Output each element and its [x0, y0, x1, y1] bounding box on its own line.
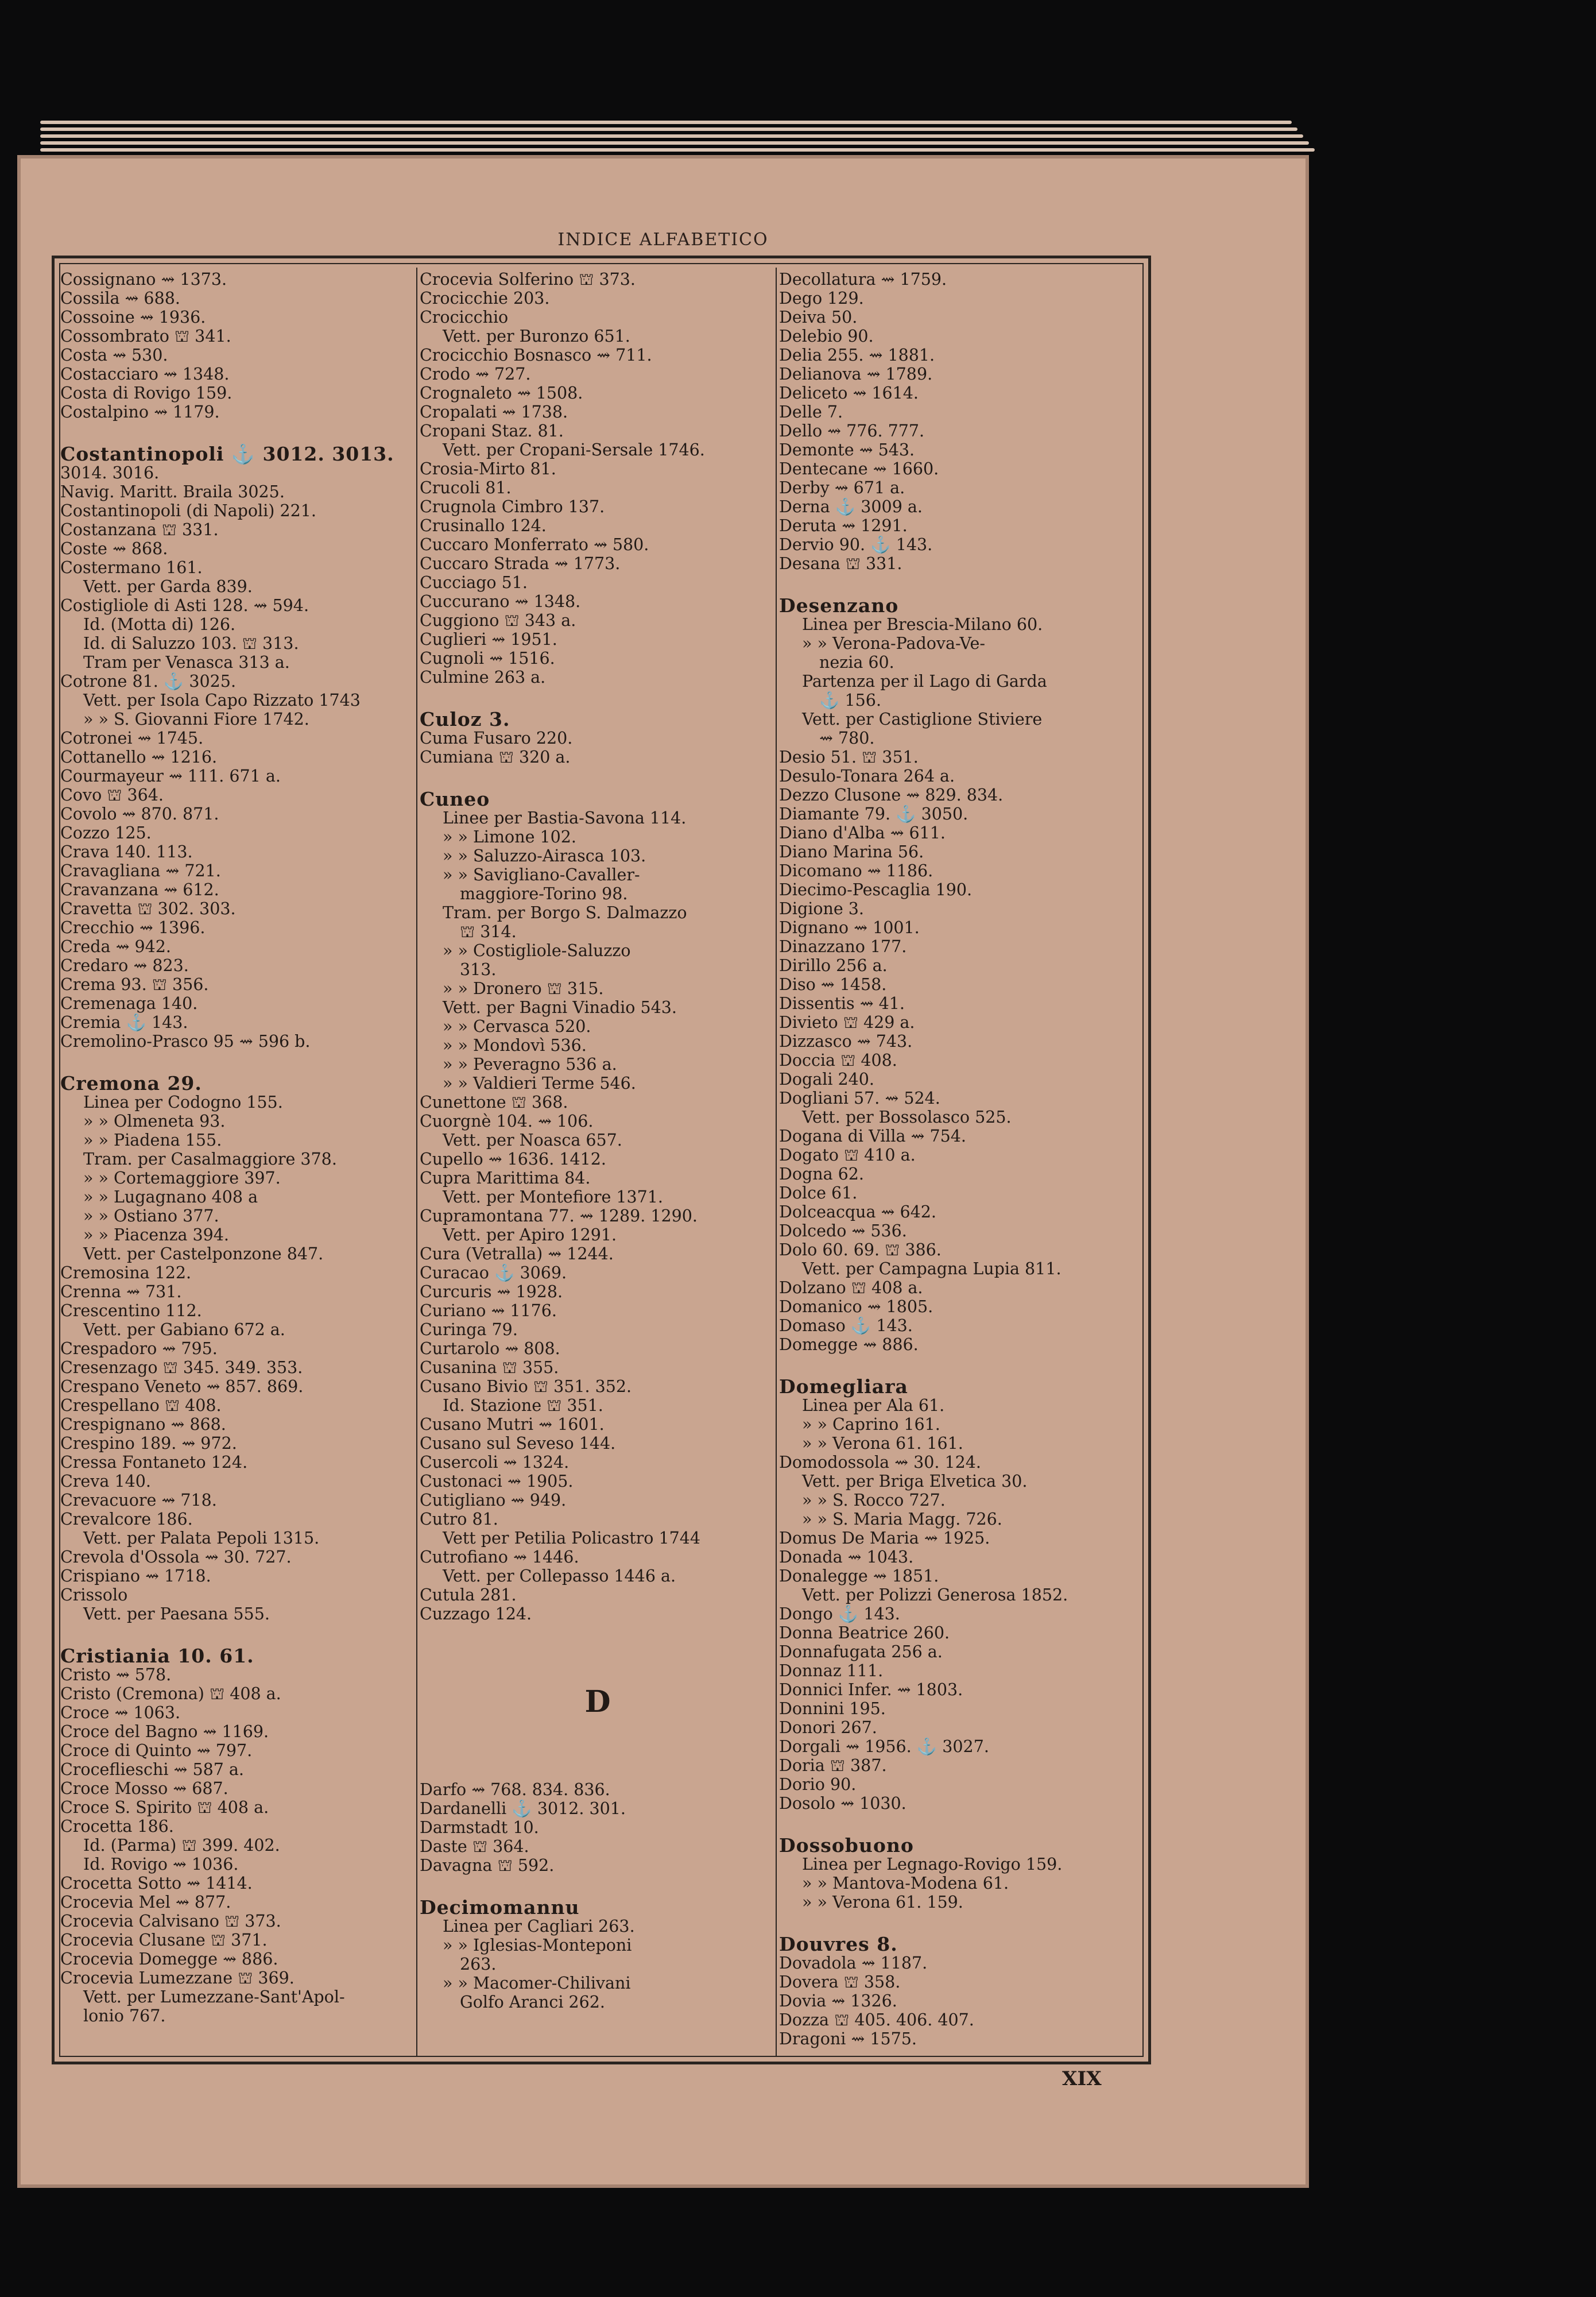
index-entry: Domanico ⇝ 1805.: [779, 1297, 933, 1316]
index-entry: Crocicchio Bosnasco ⇝ 711.: [420, 346, 652, 365]
index-entry: Dogali 240.: [779, 1070, 874, 1089]
index-entry: Cuorgnè 104. ⇝ 106.: [420, 1112, 594, 1131]
index-entry: Crodo ⇝ 727.: [420, 365, 531, 384]
index-entry: Crevalcore 186.: [60, 1510, 193, 1529]
index-entry: Crugnola Cimbro 137.: [420, 497, 605, 516]
index-heading: Decimomannu: [420, 1896, 580, 1919]
index-entry: Diano d'Alba ⇝ 611.: [779, 823, 946, 842]
index-entry: Cuglieri ⇝ 1951.: [420, 630, 557, 649]
index-entry: Darfo ⇝ 768. 834. 836.: [420, 1780, 610, 1799]
index-entry: Deiva 50.: [779, 308, 858, 327]
index-entry: Costa di Rovigo 159.: [60, 384, 233, 403]
index-entry: Crocetta Sotto ⇝ 1414.: [60, 1874, 253, 1893]
index-entry: Crespadoro ⇝ 795.: [60, 1339, 218, 1358]
index-entry: Cuccurano ⇝ 1348.: [420, 592, 581, 611]
index-entry: Cuggiono ⛫ 343 a.: [420, 611, 576, 630]
index-entry: Vett. per Garda 839.: [83, 577, 253, 596]
index-entry: Cremolino-Prasco 95 ⇝ 596 b.: [60, 1032, 311, 1051]
index-entry: Cupramontana 77. ⇝ 1289. 1290.: [420, 1206, 698, 1225]
index-entry: Domodossola ⇝ 30. 124.: [779, 1453, 981, 1472]
index-column-3: [779, 270, 1135, 2048]
index-entry: Costigliole di Asti 128. ⇝ 594.: [60, 596, 309, 615]
index-entry: Linea per Ala 61.: [802, 1396, 945, 1415]
index-entry: Cura (Vetralla) ⇝ 1244.: [420, 1244, 614, 1263]
index-entry: Cutro 81.: [420, 1510, 498, 1529]
index-entry: Costa ⇝ 530.: [60, 346, 168, 365]
index-entry: Dovia ⇝ 1326.: [779, 1991, 897, 2010]
index-entry: » » Valdieri Terme 546.: [443, 1074, 636, 1093]
index-entry: » » Ostiano 377.: [83, 1206, 219, 1225]
index-entry: » » Caprino 161.: [802, 1415, 940, 1434]
index-entry: Deliceto ⇝ 1614.: [779, 384, 919, 403]
index-entry: Cravetta ⛫ 302. 303.: [60, 899, 236, 918]
index-entry: Linea per Brescia-Milano 60.: [802, 615, 1043, 634]
index-entry: Dogana di Villa ⇝ 754.: [779, 1127, 966, 1146]
index-entry: Costacciaro ⇝ 1348.: [60, 365, 230, 384]
index-entry: Dragoni ⇝ 1575.: [779, 2029, 917, 2048]
index-frame: [52, 256, 1151, 2064]
index-entry: Culmine 263 a.: [420, 668, 546, 687]
index-entry: » » Piacenza 394.: [83, 1225, 229, 1244]
index-entry: Desulo-Tonara 264 a.: [779, 767, 955, 786]
index-entry: Curiano ⇝ 1176.: [420, 1301, 557, 1320]
index-entry: Linea per Codogno 155.: [83, 1093, 283, 1112]
index-entry: Crespano Veneto ⇝ 857. 869.: [60, 1377, 304, 1396]
index-entry: Crosia-Mirto 81.: [420, 459, 556, 478]
index-entry: Donada ⇝ 1043.: [779, 1548, 914, 1567]
index-entry: Crava 140. 113.: [60, 842, 193, 861]
index-entry: Crocevia Calvisano ⛫ 373.: [60, 1912, 281, 1931]
index-entry: Dardanelli ⚓ 3012. 301.: [420, 1799, 626, 1818]
index-entry: » » Piadena 155.: [83, 1131, 222, 1150]
index-entry: Dogliani 57. ⇝ 524.: [779, 1089, 940, 1108]
index-entry: Dosolo ⇝ 1030.: [779, 1794, 907, 1813]
index-entry: » » Dronero ⛫ 315.: [443, 979, 604, 998]
index-entry: Vett. per Paesana 555.: [83, 1604, 270, 1623]
index-column-1: [60, 270, 416, 2025]
index-entry: Id. Stazione ⛫ 351.: [443, 1396, 603, 1415]
index-entry: Delianova ⇝ 1789.: [779, 365, 933, 384]
index-entry: Domaso ⚓ 143.: [779, 1316, 913, 1335]
index-entry: 3014. 3016.: [60, 463, 160, 482]
spacer: [60, 1623, 416, 1631]
index-entry: Cremosina 122.: [60, 1263, 192, 1282]
index-entry: Croce S. Spirito ⛫ 408 a.: [60, 1798, 269, 1817]
index-entry: Derby ⇝ 671 a.: [779, 478, 905, 497]
index-heading: Costantinopoli ⚓ 3012. 3013.: [60, 443, 394, 465]
index-entry: » » S. Maria Magg. 726.: [802, 1510, 1002, 1529]
index-entry: » » Saluzzo-Airasca 103.: [443, 846, 646, 865]
index-entry: » » S. Rocco 727.: [802, 1491, 946, 1510]
index-entry: Cristo (Cremona) ⛫ 408 a.: [60, 1684, 281, 1703]
index-entry: Daste ⛫ 364.: [420, 1837, 529, 1856]
index-entry: Crecchio ⇝ 1396.: [60, 918, 206, 937]
index-entry: Desana ⛫ 331.: [779, 554, 902, 573]
index-entry: Vett. per Gabiano 672 a.: [83, 1320, 285, 1339]
index-entry: ⛫ 314.: [460, 922, 517, 941]
index-entry: Id. (Parma) ⛫ 399. 402.: [83, 1836, 280, 1855]
spacer: [60, 421, 416, 430]
index-entry: 313.: [460, 960, 497, 979]
index-entry: Croce Mosso ⇝ 687.: [60, 1779, 228, 1798]
index-heading: Culoz 3.: [420, 708, 510, 730]
page-stack-edge: [40, 121, 1292, 124]
index-entry: Donnici Infer. ⇝ 1803.: [779, 1680, 963, 1699]
section-letter: D: [584, 1684, 611, 1719]
index-entry: Dissentis ⇝ 41.: [779, 994, 905, 1013]
index-entry: Dolzano ⛫ 408 a.: [779, 1278, 923, 1297]
index-entry: » » Verona 61. 161.: [802, 1434, 963, 1453]
index-entry: Donnafugata 256 a.: [779, 1642, 943, 1661]
index-entry: Covolo ⇝ 870. 871.: [60, 805, 219, 823]
index-entry: Linea per Legnago-Rovigo 159.: [802, 1855, 1063, 1874]
index-entry: Divieto ⛫ 429 a.: [779, 1013, 915, 1032]
index-entry: Crusinallo 124.: [420, 516, 547, 535]
index-entry: Diamante 79. ⚓ 3050.: [779, 805, 969, 823]
index-entry: Dezzo Clusone ⇝ 829. 834.: [779, 786, 1004, 805]
index-entry: Dinazzano 177.: [779, 937, 907, 956]
index-entry: Vett. per Lumezzane-Sant'Apol-: [83, 1987, 345, 2006]
index-entry: Darmstadt 10.: [420, 1818, 539, 1837]
index-entry: » » Limone 102.: [443, 827, 576, 846]
index-entry: » » Costigliole-Saluzzo: [443, 941, 631, 960]
index-entry: Doria ⛫ 387.: [779, 1756, 887, 1775]
index-entry: Dentecane ⇝ 1660.: [779, 459, 939, 478]
index-entry: Cottanello ⇝ 1216.: [60, 748, 218, 767]
index-entry: Cravagliana ⇝ 721.: [60, 861, 221, 880]
index-entry: Cunettone ⛫ 368.: [420, 1093, 568, 1112]
index-entry: Vett. per Castelponzone 847.: [83, 1244, 324, 1263]
index-entry: Cutula 281.: [420, 1586, 517, 1604]
index-entry: Dongo ⚓ 143.: [779, 1604, 900, 1623]
index-entry: Cugnoli ⇝ 1516.: [420, 649, 555, 668]
index-entry: » » Mantova-Modena 61.: [802, 1874, 1009, 1893]
index-entry: Cupello ⇝ 1636. 1412.: [420, 1150, 606, 1169]
index-entry: Id. Rovigo ⇝ 1036.: [83, 1855, 239, 1874]
index-entry: Cresenzago ⛫ 345. 349. 353.: [60, 1358, 303, 1377]
index-entry: » » Verona-Padova-Ve-: [802, 634, 985, 653]
index-entry: Crevacuore ⇝ 718.: [60, 1491, 217, 1510]
index-entry: Delebio 90.: [779, 327, 874, 346]
index-entry: Crognaleto ⇝ 1508.: [420, 384, 583, 403]
index-entry: Vett. per Castiglione Stiviere: [802, 710, 1043, 729]
page-stack-edge: [40, 134, 1303, 138]
index-entry: Vett. per Montefiore 1371.: [443, 1188, 663, 1206]
page-header: INDICE ALFABETICO: [557, 230, 769, 250]
index-entry: Dicomano ⇝ 1186.: [779, 861, 933, 880]
index-entry: Coste ⇝ 868.: [60, 539, 168, 558]
index-entry: Dolce 61.: [779, 1184, 858, 1202]
index-entry: Cressa Fontaneto 124.: [60, 1453, 248, 1472]
index-entry: Croce del Bagno ⇝ 1169.: [60, 1722, 269, 1741]
index-entry: Dogna 62.: [779, 1165, 864, 1184]
index-entry: » » Olmeneta 93.: [83, 1112, 226, 1131]
index-entry: Donna Beatrice 260.: [779, 1623, 950, 1642]
index-entry: Vett. per Bossolasco 525.: [802, 1108, 1012, 1127]
index-entry: Cutigliano ⇝ 949.: [420, 1491, 567, 1510]
index-entry: » » Macomer-Chilivani: [443, 1974, 631, 1993]
index-entry: Cremia ⚓ 143.: [60, 1013, 188, 1032]
index-entry: » » Lugagnano 408 a: [83, 1188, 258, 1206]
index-entry: Dolceacqua ⇝ 642.: [779, 1202, 936, 1221]
spacer: [779, 1813, 1135, 1821]
index-entry: Curinga 79.: [420, 1320, 518, 1339]
index-entry: Donnini 195.: [779, 1699, 886, 1718]
spacer: [779, 573, 1135, 581]
index-entry: Dorio 90.: [779, 1775, 857, 1794]
index-entry: Cossombrato ⛫ 341.: [60, 327, 231, 346]
index-entry: Crevola d'Ossola ⇝ 30. 727.: [60, 1548, 292, 1567]
index-entry: Desio 51. ⛫ 351.: [779, 748, 919, 767]
index-entry: Cumiana ⛫ 320 a.: [420, 748, 571, 767]
index-entry: Credaro ⇝ 823.: [60, 956, 189, 975]
page-number: XIX: [1062, 2067, 1102, 2090]
index-entry: Cusano Bivio ⛫ 351. 352.: [420, 1377, 632, 1396]
index-entry: Crocicchie 203.: [420, 289, 550, 308]
index-heading: Desenzano: [779, 594, 899, 617]
index-entry: Dervio 90. ⚓ 143.: [779, 535, 933, 554]
index-entry: Crema 93. ⛫ 356.: [60, 975, 209, 994]
index-entry: Dorgali ⇝ 1956. ⚓ 3027.: [779, 1737, 989, 1756]
index-entry: Crocevia Lumezzane ⛫ 369.: [60, 1969, 295, 1987]
index-entry: Creda ⇝ 942.: [60, 937, 171, 956]
index-entry: Custonaci ⇝ 1905.: [420, 1472, 574, 1491]
spacer: [420, 767, 776, 775]
page-stack-edge: [40, 148, 1315, 152]
index-entry: Id. di Saluzzo 103. ⛫ 313.: [83, 634, 299, 653]
index-entry: Vett per Petilia Policastro 1744: [443, 1529, 701, 1548]
page-stack-edge: [40, 141, 1309, 145]
spacer: [420, 687, 776, 695]
index-entry: maggiore-Torino 98.: [460, 884, 628, 903]
index-entry: Cuma Fusaro 220.: [420, 729, 573, 748]
index-heading: Domegliara: [779, 1375, 908, 1398]
index-entry: Demonte ⇝ 543.: [779, 440, 915, 459]
index-entry: Cutrofiano ⇝ 1446.: [420, 1548, 579, 1567]
index-entry: Crocicchio: [420, 308, 509, 327]
index-entry: Diecimo-Pescaglia 190.: [779, 880, 973, 899]
index-entry: Crocevia Mel ⇝ 877.: [60, 1893, 231, 1912]
index-heading: Cremona 29.: [60, 1072, 202, 1095]
index-heading: Dossobuono: [779, 1834, 914, 1857]
spacer: [420, 1875, 776, 1883]
index-heading: Cristiania 10. 61.: [60, 1645, 254, 1667]
index-entry: Creva 140.: [60, 1472, 151, 1491]
index-entry: Curacao ⚓ 3069.: [420, 1263, 567, 1282]
index-entry: » » S. Giovanni Fiore 1742.: [83, 710, 309, 729]
index-entry: Cusanina ⛫ 355.: [420, 1358, 559, 1377]
book-page: [17, 155, 1309, 2188]
index-entry: Dozza ⛫ 405. 406. 407.: [779, 2010, 974, 2029]
column-rule: [776, 268, 777, 2057]
index-entry: Cusano Mutri ⇝ 1601.: [420, 1415, 605, 1434]
index-entry: Dogato ⛫ 410 a.: [779, 1146, 916, 1165]
index-entry: Courmayeur ⇝ 111. 671 a.: [60, 767, 281, 786]
index-entry: Doccia ⛫ 408.: [779, 1051, 897, 1070]
index-entry: Dirillo 256 a.: [779, 956, 888, 975]
index-entry: Cuccaro Monferrato ⇝ 580.: [420, 535, 649, 554]
index-heading: Douvres 8.: [779, 1933, 898, 1955]
index-entry: Cossoine ⇝ 1936.: [60, 308, 206, 327]
spacer: [60, 1051, 416, 1059]
index-entry: Croce ⇝ 1063.: [60, 1703, 181, 1722]
index-entry: Donnaz 111.: [779, 1661, 884, 1680]
index-entry: » » Iglesias-Monteponi: [443, 1936, 632, 1955]
index-entry: Vett. per Bagni Vinadio 543.: [443, 998, 677, 1017]
index-entry: Dovadola ⇝ 1187.: [779, 1954, 928, 1973]
index-entry: Crespignano ⇝ 868.: [60, 1415, 226, 1434]
index-entry: Vett. per Noasca 657.: [443, 1131, 622, 1150]
index-entry: Dolcedo ⇝ 536.: [779, 1221, 907, 1240]
index-entry: » » Verona 61. 159.: [802, 1893, 963, 1912]
index-column-2: [420, 270, 776, 2012]
index-entry: Vett. per Apiro 1291.: [443, 1225, 617, 1244]
index-entry: nezia 60.: [819, 653, 894, 672]
index-entry: Crescentino 112.: [60, 1301, 202, 1320]
index-entry: Diso ⇝ 1458.: [779, 975, 887, 994]
index-entry: Vett. per Cropani-Sersale 1746.: [443, 440, 705, 459]
index-entry: Deruta ⇝ 1291.: [779, 516, 908, 535]
index-entry: Croceflieschi ⇝ 587 a.: [60, 1760, 244, 1779]
index-entry: » » Cortemaggiore 397.: [83, 1169, 281, 1188]
index-entry: Covo ⛫ 364.: [60, 786, 164, 805]
index-entry: Domus De Maria ⇝ 1925.: [779, 1529, 990, 1548]
page-stack-edge: [40, 127, 1297, 131]
index-entry: Decollatura ⇝ 1759.: [779, 270, 947, 289]
index-entry: Cremenaga 140.: [60, 994, 198, 1013]
index-entry: Crocevia Solferino ⛫ 373.: [420, 270, 636, 289]
index-entry: Cossignano ⇝ 1373.: [60, 270, 227, 289]
index-entry: Crocevia Clusane ⛫ 371.: [60, 1931, 268, 1950]
index-entry: Cusercoli ⇝ 1324.: [420, 1453, 570, 1472]
index-entry: Dovera ⛫ 358.: [779, 1973, 901, 1991]
index-entry: » » Peveragno 536 a.: [443, 1055, 617, 1074]
index-entry: Costanzana ⛫ 331.: [60, 520, 219, 539]
index-entry: Delle 7.: [779, 403, 843, 421]
spacer: [779, 1912, 1135, 1920]
spacer: [779, 1354, 1135, 1362]
index-entry: » » Mondovì 536.: [443, 1036, 587, 1055]
index-entry: Tram per Venasca 313 a.: [83, 653, 290, 672]
index-entry: Crispiano ⇝ 1718.: [60, 1567, 211, 1586]
index-entry: Crucoli 81.: [420, 478, 512, 497]
index-entry: » » Savigliano-Cavaller-: [443, 865, 640, 884]
index-entry: Cuccaro Strada ⇝ 1773.: [420, 554, 621, 573]
index-entry: Cotrone 81. ⚓ 3025.: [60, 672, 236, 691]
index-entry: Dignano ⇝ 1001.: [779, 918, 920, 937]
index-entry: Cropani Staz. 81.: [420, 421, 564, 440]
index-entry: Dello ⇝ 776. 777.: [779, 421, 925, 440]
index-entry: Curcuris ⇝ 1928.: [420, 1282, 563, 1301]
index-heading: Cuneo: [420, 788, 490, 810]
index-entry: Davagna ⛫ 592.: [420, 1856, 555, 1875]
index-entry: Tram. per Borgo S. Dalmazzo: [443, 903, 687, 922]
index-entry: ⚓ 156.: [819, 691, 882, 710]
index-entry: lonio 767.: [83, 2006, 166, 2025]
index-entry: Derna ⚓ 3009 a.: [779, 497, 923, 516]
index-entry: Vett. per Palata Pepoli 1315.: [83, 1529, 320, 1548]
index-entry: Donalegge ⇝ 1851.: [779, 1567, 939, 1586]
index-entry: Cropalati ⇝ 1738.: [420, 403, 568, 421]
index-entry: Cristo ⇝ 578.: [60, 1665, 172, 1684]
index-entry: Linee per Bastia-Savona 114.: [443, 809, 687, 827]
index-entry: Cupra Marittima 84.: [420, 1169, 591, 1188]
index-entry: 263.: [460, 1955, 497, 1974]
index-entry: Donori 267.: [779, 1718, 877, 1737]
index-entry: Diano Marina 56.: [779, 842, 924, 861]
index-entry: Cusano sul Seveso 144.: [420, 1434, 616, 1453]
index-entry: Golfo Aranci 262.: [460, 1993, 605, 2012]
index-entry: Tram. per Casalmaggiore 378.: [83, 1150, 337, 1169]
index-entry: Crespellano ⛫ 408.: [60, 1396, 222, 1415]
index-entry: Cucciago 51.: [420, 573, 528, 592]
index-entry: Cozzo 125.: [60, 823, 152, 842]
index-entry: Costalpino ⇝ 1179.: [60, 403, 220, 421]
index-entry: Id. (Motta di) 126.: [83, 615, 236, 634]
column-rule: [416, 268, 417, 2057]
index-entry: Vett. per Campagna Lupia 811.: [802, 1259, 1062, 1278]
index-entry: Cossila ⇝ 688.: [60, 289, 180, 308]
index-entry: Delia 255. ⇝ 1881.: [779, 346, 935, 365]
index-entry: Crocetta 186.: [60, 1817, 174, 1836]
index-entry: Croce di Quinto ⇝ 797.: [60, 1741, 253, 1760]
index-entry: Domegge ⇝ 886.: [779, 1335, 919, 1354]
index-entry: Partenza per il Lago di Garda: [802, 672, 1047, 691]
index-entry: Crocevia Domegge ⇝ 886.: [60, 1950, 278, 1969]
index-entry: Vett. per Briga Elvetica 30.: [802, 1472, 1028, 1491]
index-entry: Vett. per Collepasso 1446 a.: [443, 1567, 676, 1586]
index-entry: Vett. per Isola Capo Rizzato 1743: [83, 691, 361, 710]
index-entry: Crissolo: [60, 1586, 128, 1604]
index-entry: Cuzzago 124.: [420, 1604, 532, 1623]
index-entry: Vett. per Polizzi Generosa 1852.: [802, 1586, 1068, 1604]
index-entry: Cotronei ⇝ 1745.: [60, 729, 204, 748]
index-entry: Costermano 161.: [60, 558, 203, 577]
index-entry: Costantinopoli (di Napoli) 221.: [60, 501, 316, 520]
index-entry: Navig. Maritt. Braila 3025.: [60, 482, 285, 501]
index-entry: Digione 3.: [779, 899, 864, 918]
index-entry: Vett. per Buronzo 651.: [443, 327, 630, 346]
index-entry: Dolo 60. 69. ⛫ 386.: [779, 1240, 942, 1259]
index-entry: Dizzasco ⇝ 743.: [779, 1032, 913, 1051]
index-entry: Curtarolo ⇝ 808.: [420, 1339, 560, 1358]
index-entry: Crespino 189. ⇝ 972.: [60, 1434, 237, 1453]
index-entry: » » Cervasca 520.: [443, 1017, 591, 1036]
index-entry: Dego 129.: [779, 289, 864, 308]
index-entry: Linea per Cagliari 263.: [443, 1917, 635, 1936]
index-entry: Crenna ⇝ 731.: [60, 1282, 182, 1301]
index-entry: ⇝ 780.: [819, 729, 875, 748]
index-entry: Cravanzana ⇝ 612.: [60, 880, 219, 899]
